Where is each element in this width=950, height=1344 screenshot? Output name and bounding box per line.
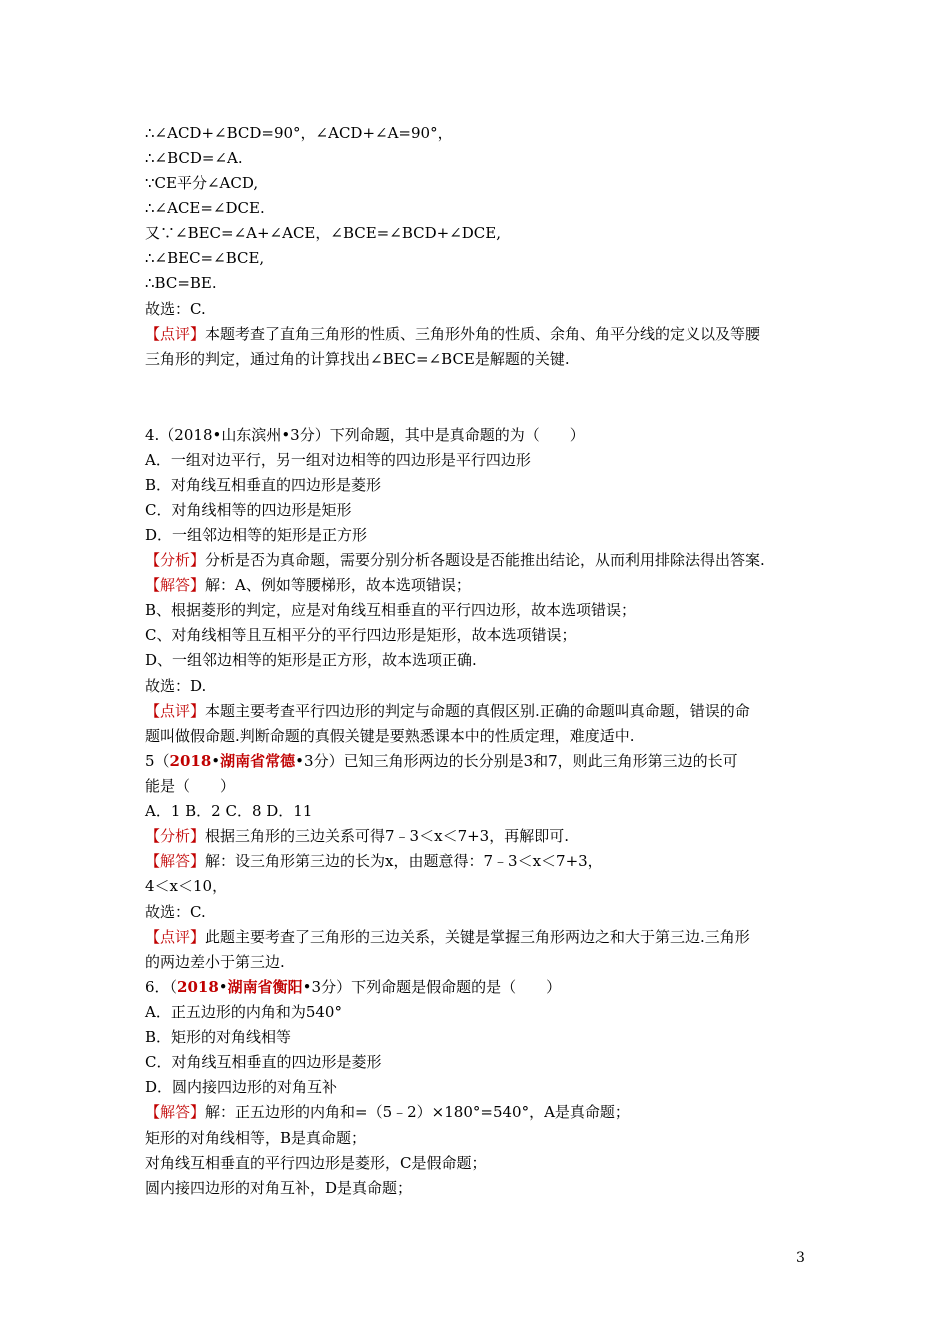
q5-answer-line: 故选：C. bbox=[145, 903, 206, 921]
solution-line: ∴∠BEC=∠BCE, bbox=[145, 249, 265, 267]
separator-dot: • bbox=[211, 752, 221, 770]
q6-option-c: C．对角线互相垂直的四边形是菱形 bbox=[145, 1053, 382, 1071]
answer-text: 解：A、例如等腰梯形，故本选项错误； bbox=[205, 576, 471, 594]
q4-option-c: C．对角线相等的四边形是矩形 bbox=[145, 501, 352, 519]
q4-comment-line: 题叫做假命题.判断命题的真假关键是要熟悉课本中的性质定理，难度适中. bbox=[145, 727, 635, 745]
q4-option-b: B．对角线互相垂直的四边形是菱形 bbox=[145, 476, 382, 494]
answer-text: 解：设三角形第三边的长为x，由题意得：7﹣3＜x＜7+3， bbox=[205, 852, 603, 870]
q6-option-b: B．矩形的对角线相等 bbox=[145, 1028, 292, 1046]
answer-text: 解：正五边形的内角和=（5﹣2）×180°=540°，A是真命题； bbox=[205, 1103, 630, 1121]
solution-line: ∴∠ACD+∠BCD=90°，∠ACD+∠A=90°， bbox=[145, 124, 453, 142]
answer-tag: 【解答】 bbox=[145, 576, 206, 594]
comment-tag: 【点评】 bbox=[145, 928, 206, 946]
solution-line: 故选：C. bbox=[145, 300, 206, 318]
analysis-text: 分析是否为真命题，需要分别分析各题设是否能推出结论，从而利用排除法得出答案. bbox=[205, 551, 765, 569]
q5-answer-line: 4＜x＜10， bbox=[145, 877, 228, 895]
comment-text: 此题主要考查了三角形的三边关系，关键是掌握三角形两边之和大于第三边.三角形 bbox=[205, 928, 750, 946]
analysis-tag: 【分析】 bbox=[145, 827, 206, 845]
question-year: 2018 bbox=[177, 978, 219, 996]
q5-analysis bbox=[145, 825, 569, 847]
answer-tag: 【解答】 bbox=[145, 1103, 206, 1121]
q4-answer bbox=[145, 574, 471, 596]
comment-text: 本题考查了直角三角形的性质、三角形外角的性质、余角、角平分线的定义以及等腰 bbox=[205, 325, 761, 343]
q4-answer-line: B、根据菱形的判定，应是对角线互相垂直的平行四边形，故本选项错误； bbox=[145, 601, 637, 619]
analysis-tag: 【分析】 bbox=[145, 551, 206, 569]
question-4-stem: 4.（2018•山东滨州•3分）下列命题，其中是真命题的为（ ） bbox=[145, 426, 585, 444]
page-number: 3 bbox=[796, 1250, 805, 1266]
solution-line: 又∵∠BEC=∠A+∠ACE，∠BCE=∠BCD+∠DCE, bbox=[145, 224, 501, 242]
q5-options: A．1 B．2 C．8 D．11 bbox=[145, 802, 313, 820]
q6-answer bbox=[145, 1101, 630, 1123]
q6-option-d: D．圆内接四边形的对角互补 bbox=[145, 1078, 338, 1096]
q4-comment bbox=[145, 700, 750, 722]
q4-answer-line: D、一组邻边相等的矩形是正方形，故本选项正确. bbox=[145, 651, 477, 669]
q4-analysis bbox=[145, 549, 765, 571]
q6-answer-line: 矩形的对角线相等，B是真命题； bbox=[145, 1129, 367, 1147]
q6-option-a: A．正五边形的内角和为540° bbox=[145, 1003, 342, 1021]
comment-line bbox=[145, 323, 760, 345]
question-year: 2018 bbox=[169, 752, 212, 770]
question-source: 湖南省衡阳 bbox=[227, 978, 303, 996]
separator-dot: • bbox=[218, 978, 228, 996]
q5-comment-line: 的两边差小于第三边. bbox=[145, 953, 285, 971]
q6-answer-line: 对角线互相垂直的平行四边形是菱形，C是假命题； bbox=[145, 1154, 487, 1172]
q5-answer bbox=[145, 850, 603, 872]
q5-comment bbox=[145, 926, 750, 948]
q4-answer-line: C、对角线相等且互相平分的平行四边形是矩形，故本选项错误； bbox=[145, 626, 577, 644]
q6-answer-line: 圆内接四边形的对角互补，D是真命题； bbox=[145, 1179, 413, 1197]
q4-option-a: A．一组对边平行，另一组对边相等的四边形是平行四边形 bbox=[145, 451, 531, 469]
comment-line: 三角形的判定，通过角的计算找出∠BEC=∠BCE是解题的关键. bbox=[145, 350, 570, 368]
solution-line: ∴∠BCD=∠A. bbox=[145, 149, 243, 167]
question-6-stem bbox=[145, 976, 561, 998]
question-number: 6．（ bbox=[145, 978, 178, 996]
q4-answer-line: 故选：D. bbox=[145, 677, 207, 695]
solution-line: ∴BC=BE. bbox=[145, 274, 217, 292]
question-number: 5（ bbox=[145, 752, 170, 770]
solution-line: ∴∠ACE=∠DCE. bbox=[145, 199, 265, 217]
comment-text: 本题主要考查平行四边形的判定与命题的真假区别.正确的命题叫真命题，错误的命 bbox=[205, 702, 750, 720]
question-5-stem-line: 能是（ ） bbox=[145, 777, 236, 795]
question-text: •3分）下列命题是假命题的是（ ） bbox=[302, 978, 562, 996]
comment-tag: 【点评】 bbox=[145, 702, 206, 720]
q4-option-d: D．一组邻边相等的矩形是正方形 bbox=[145, 526, 368, 544]
question-text: •3分）已知三角形两边的长分别是3和7，则此三角形第三边的长可 bbox=[295, 752, 738, 770]
solution-line: ∵CE平分∠ACD, bbox=[145, 174, 259, 192]
comment-tag: 【点评】 bbox=[145, 325, 206, 343]
question-5-stem bbox=[145, 750, 738, 772]
analysis-text: 根据三角形的三边关系可得7﹣3＜x＜7+3，再解即可. bbox=[205, 827, 569, 845]
question-source: 湖南省常德 bbox=[220, 752, 296, 770]
answer-tag: 【解答】 bbox=[145, 852, 206, 870]
